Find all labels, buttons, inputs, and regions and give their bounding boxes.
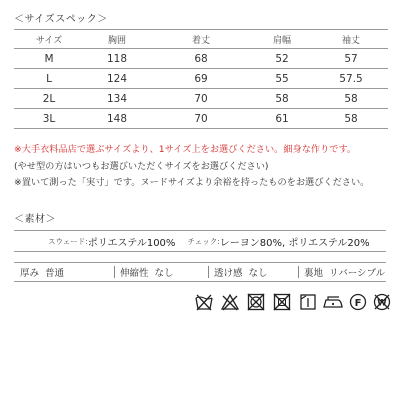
- no-tumble-dry-icon: [246, 292, 266, 312]
- row-size: 3L: [42, 112, 56, 125]
- care-label-icons: [194, 292, 390, 312]
- check-value: レーヨン80%, ポリエステル20%: [219, 237, 370, 249]
- header-sleeve: 袖丈: [341, 35, 360, 46]
- measurement-note: ※置いて測った「実寸」です。ヌードサイズより余裕を持ったものをお選びください。: [14, 177, 370, 188]
- table-row: [14, 69, 388, 89]
- row-chest: 148: [106, 112, 128, 125]
- table-row: [14, 89, 388, 109]
- row-sleeve: 58: [344, 112, 358, 125]
- row-size: L: [46, 72, 52, 85]
- stretch-label: 伸縮性: [120, 268, 149, 279]
- no-wash-icon: [194, 292, 214, 312]
- row-shoulder: 52: [275, 52, 289, 65]
- suede-value: ポリエステル100%: [87, 237, 176, 249]
- slim-fit-note: (やせ型の方はいつもお選びいただくサイズをお選びください): [14, 160, 269, 172]
- material-composition: [14, 230, 386, 252]
- thickness-property: [20, 263, 64, 281]
- size-notes: [14, 142, 394, 192]
- size-warning-note: ※大手衣料品店で選ぶサイズより、1サイズ上をお選びください。細身な作りです。: [14, 144, 357, 155]
- svg-text:W: W: [377, 298, 387, 309]
- header-size: サイズ: [35, 35, 63, 46]
- divider: [114, 266, 115, 278]
- iron-low-icon: [322, 292, 344, 312]
- row-shoulder: 58: [275, 92, 289, 105]
- lining-property: [304, 263, 385, 281]
- row-length: 68: [194, 52, 208, 65]
- thickness-label: 厚み: [20, 268, 40, 279]
- row-shoulder: 61: [275, 112, 289, 125]
- size-spec-title: ＜サイズスペック＞: [14, 14, 108, 25]
- row-chest: 118: [106, 52, 128, 65]
- header-length: 着丈: [191, 35, 210, 46]
- row-length: 70: [194, 112, 208, 125]
- no-wet-clean-icon: [372, 292, 392, 312]
- table-header-row: [14, 30, 388, 49]
- row-chest: 124: [106, 72, 128, 85]
- dry-clean-f-icon: [348, 292, 368, 312]
- sheerness-value: なし: [248, 268, 268, 279]
- sheerness-property: [214, 263, 268, 281]
- stretch-value: なし: [154, 268, 174, 279]
- row-sleeve: 58: [344, 92, 358, 105]
- divider: [298, 266, 299, 278]
- lining-label: 裏地: [304, 268, 324, 279]
- row-sleeve: 57.5: [339, 72, 363, 85]
- row-size: 2L: [42, 92, 56, 105]
- row-shoulder: 55: [275, 72, 289, 85]
- divider: [208, 266, 209, 278]
- fabric-properties: [14, 262, 386, 282]
- header-chest: 胸囲: [107, 35, 126, 46]
- lining-value: リバーシブル: [329, 268, 386, 279]
- table-row: [14, 49, 388, 69]
- table-row: [14, 109, 388, 129]
- sheerness-label: 透け感: [214, 268, 243, 279]
- no-dry-icon: [272, 292, 292, 312]
- row-chest: 134: [106, 92, 128, 105]
- hang-dry-icon: [298, 292, 318, 312]
- row-length: 70: [194, 92, 208, 105]
- header-shoulder: 肩幅: [272, 35, 291, 46]
- row-size: M: [44, 52, 54, 65]
- thickness-value: 普通: [45, 268, 65, 279]
- material-title: ＜素材＞: [14, 214, 56, 225]
- no-bleach-icon: [220, 292, 240, 312]
- suede-label: スウェード:: [48, 236, 88, 246]
- check-label: チェック:: [187, 236, 220, 246]
- size-table: [14, 30, 388, 129]
- row-length: 69: [194, 72, 208, 85]
- svg-text:F: F: [354, 297, 362, 309]
- stretch-property: [120, 263, 174, 281]
- row-sleeve: 57: [344, 52, 358, 65]
